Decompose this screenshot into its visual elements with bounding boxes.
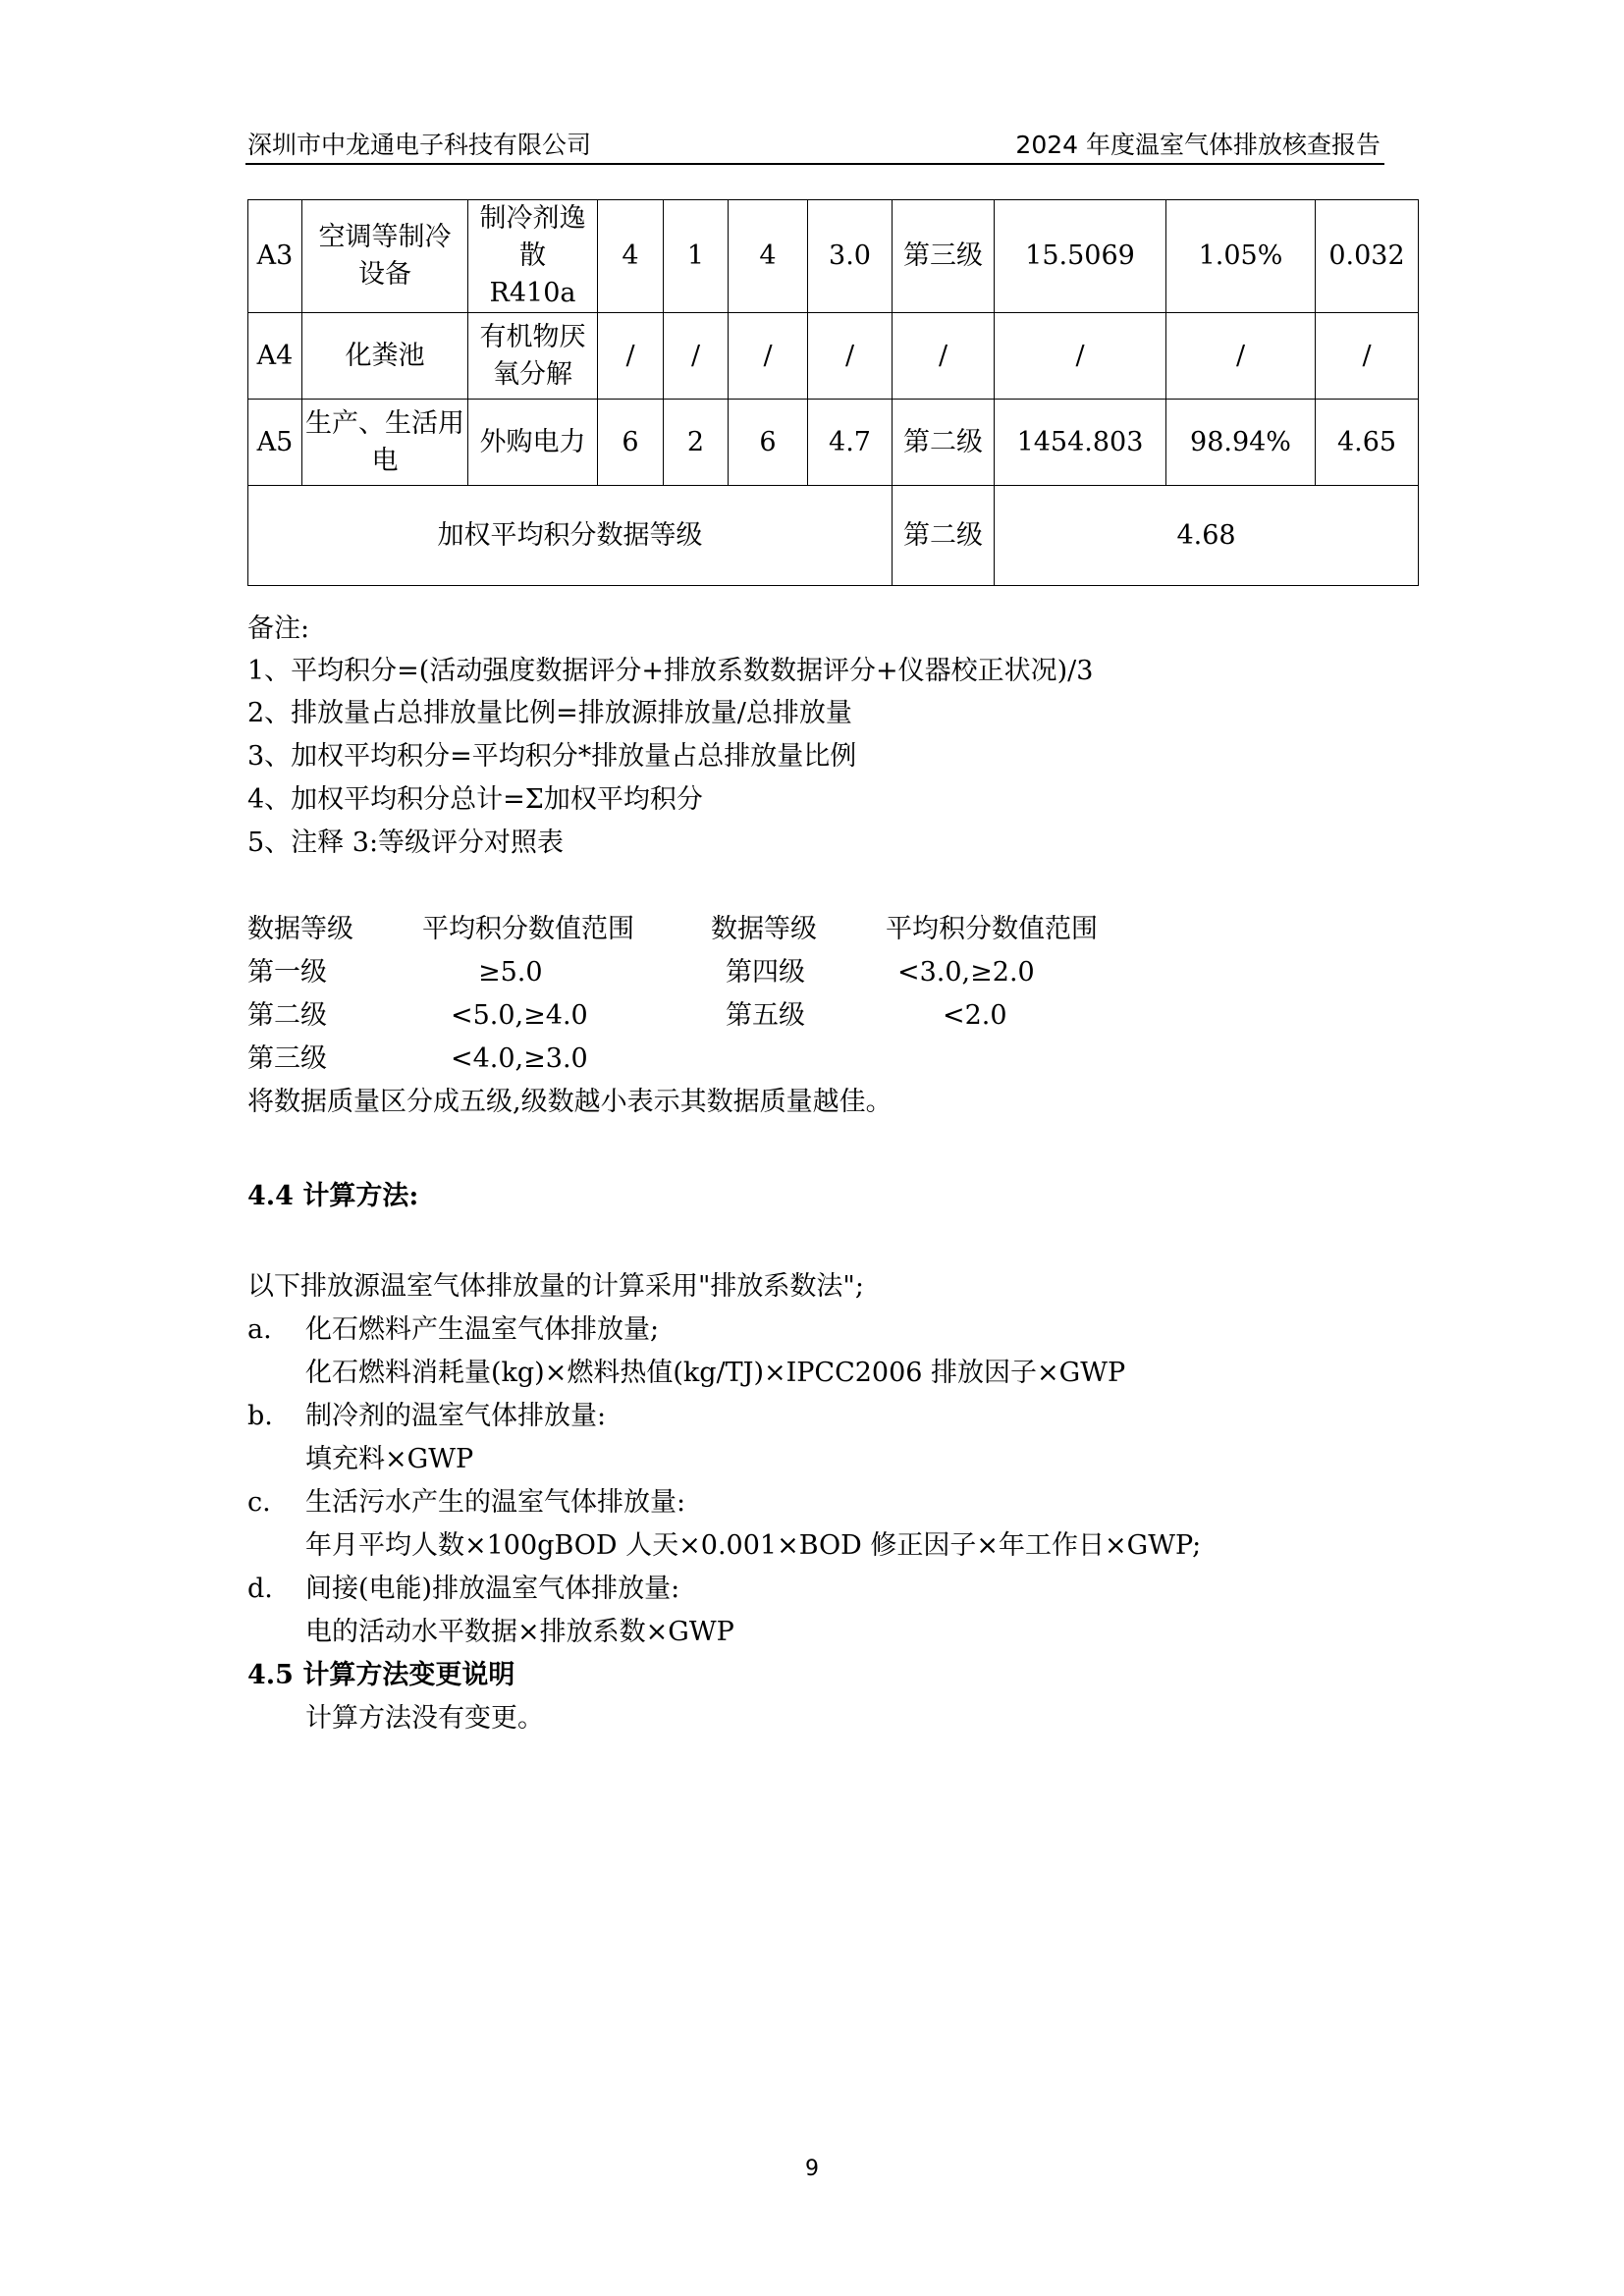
cell-weighted: 0.032 — [1316, 200, 1419, 313]
cell-type: 有机物厌氧分解 — [468, 313, 598, 400]
grade-header-level: 数据等级 — [247, 914, 353, 944]
cell-emission: / — [995, 313, 1166, 400]
section-4-5-title: 4.5 计算方法变更说明 — [247, 1660, 515, 1690]
cell-score-1: / — [598, 313, 664, 400]
method-formula: 填充料×GWP — [305, 1444, 474, 1474]
note-item: 3、加权平均积分=平均积分*排放量占总排放量比例 — [247, 741, 857, 772]
cell-source: 化粪池 — [302, 313, 468, 400]
grade-header-range: 平均积分数值范围 — [886, 914, 1098, 944]
header-company: 深圳市中龙通电子科技有限公司 — [247, 131, 592, 159]
cell-source: 空调等制冷设备 — [302, 200, 468, 313]
table-row — [248, 313, 1419, 400]
note-item: 4、加权平均积分总计=Σ加权平均积分 — [247, 784, 703, 815]
method-marker: d. — [247, 1574, 273, 1604]
method-title: 生活污水产生的温室气体排放量: — [305, 1487, 686, 1518]
cell-type: 制冷剂逸散 R410a — [468, 200, 598, 313]
cell-level: 第二级 — [893, 400, 995, 486]
method-title: 制冷剂的温室气体排放量: — [305, 1401, 607, 1431]
note-item: 1、平均积分=(活动强度数据评分+排放系数数据评分+仪器校正状况)/3 — [247, 656, 1094, 686]
section-4-5-body: 计算方法没有变更。 — [305, 1703, 544, 1734]
grade-range: <2.0 — [943, 1000, 1007, 1031]
cell-id: A4 — [248, 313, 302, 400]
cell-level: 第三级 — [893, 200, 995, 313]
header-report-title: 2024 年度温室气体排放核查报告 — [1015, 131, 1380, 159]
cell-score-2: 1 — [664, 200, 729, 313]
cell-id: A5 — [248, 400, 302, 486]
grade-header-range: 平均积分数值范围 — [422, 914, 634, 944]
grade-range: <3.0,≥2.0 — [897, 957, 1035, 988]
cell-average: 3.0 — [808, 200, 893, 313]
cell-weighted: 4.65 — [1316, 400, 1419, 486]
summary-label: 加权平均积分数据等级 — [248, 486, 893, 586]
cell-weighted: / — [1316, 313, 1419, 400]
table-row — [248, 400, 1419, 486]
data-quality-table — [247, 199, 1419, 586]
method-marker: b. — [247, 1401, 273, 1431]
cell-ratio: 98.94% — [1166, 400, 1316, 486]
cell-score-3: / — [729, 313, 808, 400]
cell-score-3: 6 — [729, 400, 808, 486]
cell-source: 生产、生活用电 — [302, 400, 468, 486]
method-formula: 化石燃料消耗量(kg)×燃料热值(kg/TJ)×IPCC2006 排放因子×GWP — [305, 1358, 1126, 1388]
summary-value: 4.68 — [995, 486, 1419, 586]
grade-level: 第四级 — [726, 957, 805, 988]
cell-level: / — [893, 313, 995, 400]
grade-range: <5.0,≥4.0 — [451, 1000, 588, 1031]
cell-emission: 15.5069 — [995, 200, 1166, 313]
table-row — [248, 200, 1419, 313]
section-4-4-title: 4.4 计算方法: — [247, 1181, 419, 1211]
cell-score-2: 2 — [664, 400, 729, 486]
cell-ratio: 1.05% — [1166, 200, 1316, 313]
cell-score-1: 4 — [598, 200, 664, 313]
page-number: 9 — [805, 2157, 819, 2181]
cell-emission: 1454.803 — [995, 400, 1166, 486]
method-formula: 年月平均人数×100gBOD 人天×0.001×BOD 修正因子×年工作日×GWP; — [305, 1530, 1202, 1561]
cell-id: A3 — [248, 200, 302, 313]
method-marker: c. — [247, 1487, 271, 1518]
grade-footer: 将数据质量区分成五级,级数越小表示其数据质量越佳。 — [247, 1087, 893, 1117]
note-item: 5、注释 3:等级评分对照表 — [247, 828, 565, 858]
grade-level: 第三级 — [247, 1043, 327, 1074]
header-divider — [245, 163, 1384, 165]
grade-level: 第二级 — [247, 1000, 327, 1031]
cell-average: / — [808, 313, 893, 400]
cell-score-2: / — [664, 313, 729, 400]
method-formula: 电的活动水平数据×排放系数×GWP — [305, 1617, 734, 1647]
cell-ratio: / — [1166, 313, 1316, 400]
notes-title: 备注: — [247, 614, 310, 644]
summary-level: 第二级 — [893, 486, 995, 586]
grade-range: <4.0,≥3.0 — [451, 1043, 588, 1074]
section-4-4-intro: 以下排放源温室气体排放量的计算采用"排放系数法"; — [247, 1271, 864, 1302]
method-title: 间接(电能)排放温室气体排放量: — [305, 1574, 680, 1604]
cell-average: 4.7 — [808, 400, 893, 486]
cell-score-3: 4 — [729, 200, 808, 313]
grade-level: 第五级 — [726, 1000, 805, 1031]
grade-range: ≥5.0 — [478, 957, 543, 988]
cell-score-1: 6 — [598, 400, 664, 486]
note-item: 2、排放量占总排放量比例=排放源排放量/总排放量 — [247, 698, 852, 728]
cell-type: 外购电力 — [468, 400, 598, 486]
grade-level: 第一级 — [247, 957, 327, 988]
table-summary-row — [248, 486, 1419, 586]
method-marker: a. — [247, 1314, 272, 1345]
method-title: 化石燃料产生温室气体排放量; — [305, 1314, 660, 1345]
grade-header-level: 数据等级 — [711, 914, 817, 944]
